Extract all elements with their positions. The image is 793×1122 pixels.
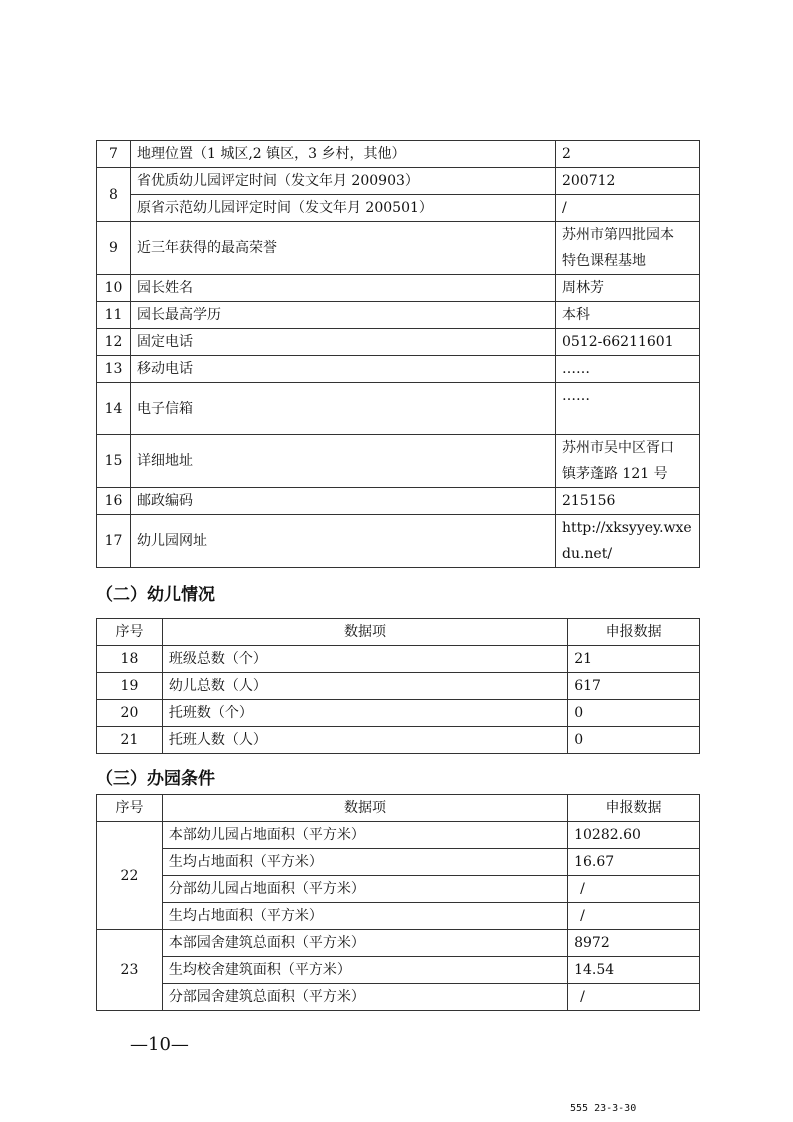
table-row bbox=[97, 168, 700, 195]
row-value: …… bbox=[555, 356, 699, 383]
row-value: 215156 bbox=[555, 488, 699, 515]
row-item: 园长姓名 bbox=[130, 275, 555, 302]
table-row bbox=[97, 646, 700, 673]
row-value: / bbox=[568, 903, 700, 930]
row-item: 省优质幼儿园评定时间（发文年月 200903） bbox=[130, 168, 555, 195]
table-row bbox=[97, 356, 700, 383]
row-value: 0512-66211601 bbox=[555, 329, 699, 356]
row-value: 2 bbox=[555, 141, 699, 168]
row-value: 本科 bbox=[555, 302, 699, 329]
table-row bbox=[97, 673, 700, 700]
children-table bbox=[96, 618, 700, 754]
print-stamp: 555 23-3-30 bbox=[570, 1103, 637, 1114]
row-value: 21 bbox=[568, 646, 700, 673]
row-item: 生均占地面积（平方米） bbox=[162, 849, 567, 876]
row-number: 10 bbox=[97, 275, 131, 302]
row-number: 15 bbox=[97, 435, 131, 488]
row-value: 14.54 bbox=[568, 957, 700, 984]
row-number: 23 bbox=[97, 930, 163, 1011]
row-item: 生均校舍建筑面积（平方米） bbox=[162, 957, 567, 984]
value-line: 镇茅蓬路 121 号 bbox=[561, 466, 668, 482]
row-number: 16 bbox=[97, 488, 131, 515]
table-row bbox=[97, 222, 700, 275]
row-value: 0 bbox=[568, 700, 700, 727]
header-item: 数据项 bbox=[162, 619, 567, 646]
row-item: 地理位置（1 城区,2 镇区，3 乡村，其他） bbox=[130, 141, 555, 168]
table-header-row bbox=[97, 619, 700, 646]
row-item: 本部幼儿园占地面积（平方米） bbox=[162, 822, 567, 849]
row-item: 幼儿总数（人） bbox=[162, 673, 567, 700]
row-value: / bbox=[568, 984, 700, 1011]
row-value: …… bbox=[555, 383, 699, 435]
row-item: 邮政编码 bbox=[130, 488, 555, 515]
table-header-row bbox=[97, 795, 700, 822]
header-value: 申报数据 bbox=[568, 619, 700, 646]
table-row bbox=[97, 984, 700, 1011]
row-value: 200712 bbox=[555, 168, 699, 195]
row-number: 8 bbox=[97, 168, 131, 222]
row-item: 分部幼儿园占地面积（平方米） bbox=[162, 876, 567, 903]
row-number: 19 bbox=[97, 673, 163, 700]
section-heading-children: （二）幼儿情况 bbox=[96, 585, 215, 605]
row-item: 原省示范幼儿园评定时间（发文年月 200501） bbox=[130, 195, 555, 222]
row-value: 617 bbox=[568, 673, 700, 700]
row-number: 18 bbox=[97, 646, 163, 673]
value-line: 苏州市第四批园本 bbox=[561, 227, 674, 243]
row-value: / bbox=[555, 195, 699, 222]
row-number: 9 bbox=[97, 222, 131, 275]
header-item: 数据项 bbox=[162, 795, 567, 822]
header-number: 序号 bbox=[97, 795, 163, 822]
table-row bbox=[97, 700, 700, 727]
row-value: 16.67 bbox=[568, 849, 700, 876]
row-item: 本部园舍建筑总面积（平方米） bbox=[162, 930, 567, 957]
row-number: 13 bbox=[97, 356, 131, 383]
row-number: 14 bbox=[97, 383, 131, 435]
row-item: 近三年获得的最高荣誉 bbox=[130, 222, 555, 275]
table-row bbox=[97, 488, 700, 515]
table-row bbox=[97, 302, 700, 329]
row-number: 21 bbox=[97, 727, 163, 754]
header-value: 申报数据 bbox=[568, 795, 700, 822]
row-item: 幼儿园网址 bbox=[130, 515, 555, 568]
table-row bbox=[97, 515, 700, 568]
row-item: 托班人数（人） bbox=[162, 727, 567, 754]
value-line: http://xksyyey.wxe bbox=[561, 520, 692, 536]
row-number: 20 bbox=[97, 700, 163, 727]
header-number: 序号 bbox=[97, 619, 163, 646]
row-item: 园长最高学历 bbox=[130, 302, 555, 329]
table-row bbox=[97, 903, 700, 930]
table-row bbox=[97, 383, 700, 435]
row-value: 周林芳 bbox=[555, 275, 699, 302]
value-line: 特色课程基地 bbox=[561, 253, 646, 269]
row-value bbox=[555, 222, 699, 275]
row-item: 电子信箱 bbox=[130, 383, 555, 435]
row-item: 托班数（个） bbox=[162, 700, 567, 727]
table-row bbox=[97, 435, 700, 488]
row-item: 分部园舍建筑总面积（平方米） bbox=[162, 984, 567, 1011]
row-item: 移动电话 bbox=[130, 356, 555, 383]
page-number: —10— bbox=[130, 1034, 189, 1055]
table-row bbox=[97, 930, 700, 957]
section-heading-conditions: （三）办园条件 bbox=[96, 769, 215, 789]
table-row bbox=[97, 822, 700, 849]
row-item: 生均占地面积（平方米） bbox=[162, 903, 567, 930]
table-row bbox=[97, 195, 700, 222]
table-row bbox=[97, 275, 700, 302]
table-row bbox=[97, 329, 700, 356]
row-value bbox=[555, 515, 699, 568]
basic-info-table bbox=[96, 140, 700, 568]
row-item: 详细地址 bbox=[130, 435, 555, 488]
row-number: 7 bbox=[97, 141, 131, 168]
table-row bbox=[97, 141, 700, 168]
row-value: 10282.60 bbox=[568, 822, 700, 849]
row-value: 0 bbox=[568, 727, 700, 754]
row-item: 班级总数（个） bbox=[162, 646, 567, 673]
table-row bbox=[97, 849, 700, 876]
table-row bbox=[97, 876, 700, 903]
row-value bbox=[555, 435, 699, 488]
value-line: du.net/ bbox=[561, 546, 613, 562]
table-row bbox=[97, 957, 700, 984]
row-item: 固定电话 bbox=[130, 329, 555, 356]
row-number: 17 bbox=[97, 515, 131, 568]
value-line: 苏州市吴中区胥口 bbox=[561, 440, 674, 456]
table-row bbox=[97, 727, 700, 754]
row-number: 22 bbox=[97, 822, 163, 930]
row-value: 8972 bbox=[568, 930, 700, 957]
row-number: 11 bbox=[97, 302, 131, 329]
conditions-table bbox=[96, 794, 700, 1011]
row-number: 12 bbox=[97, 329, 131, 356]
row-value: / bbox=[568, 876, 700, 903]
